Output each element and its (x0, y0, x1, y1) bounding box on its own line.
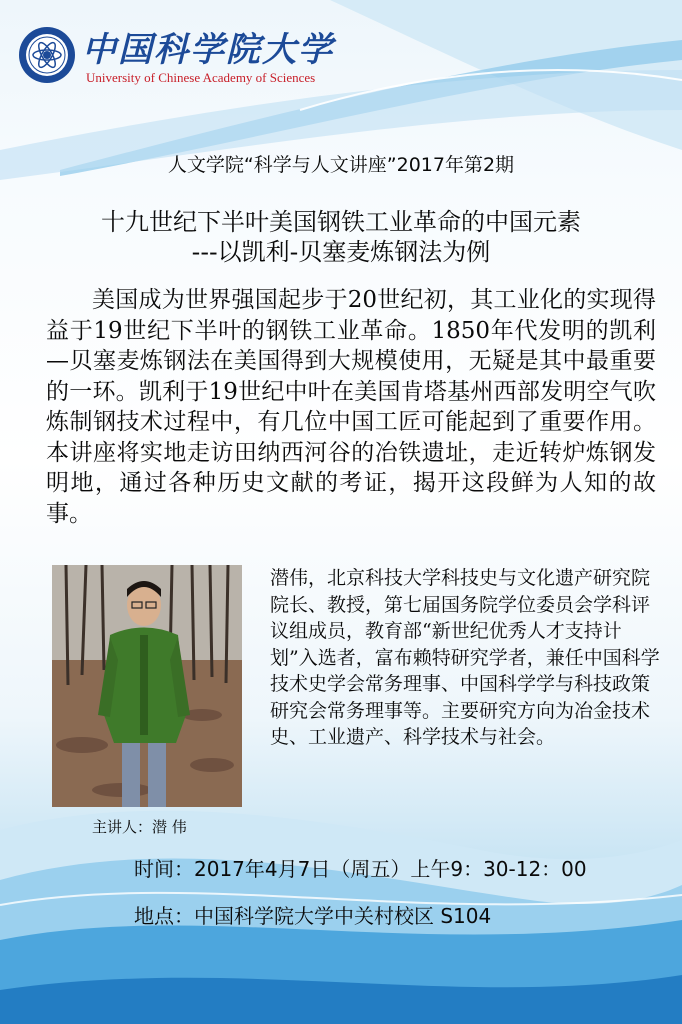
event-time: 时间：2017年4月7日（周五）上午9：30-12：00 (134, 857, 587, 881)
lecture-series: 人文学院“科学与人文讲座”2017年第2期 (167, 154, 515, 176)
brand-name-cn: 中国科学院大学 (82, 30, 334, 70)
speaker-photo (52, 565, 242, 807)
brand-name-en: University of Chinese Academy of Sciences (86, 70, 316, 85)
event-location: 地点：中国科学院大学中关村校区 S104 (134, 904, 492, 928)
lecture-subtitle: ---以凯利-贝塞麦炼钢法为例 (191, 238, 491, 266)
speaker-caption: 主讲人：潜 伟 (92, 818, 187, 836)
lecture-abstract: 美国成为世界强国起步于20世纪初，其工业化的实现得益于19世纪下半叶的钢铁工业革命。1850年代发明的凯利—贝塞麦炼钢法在美国得到大规模使用，无疑是其中最重要的一环。凯利于19世纪中叶在美国肯塔基州西部发明空气吹炼制钢技术过程中，有几位中国工匠可能起到了重要作用。本讲座将实地走访田纳西河谷的冶铁遗址，走近转炉炼钢发明地，通过各种历史文献的考证，揭开这段鲜为人知的故事。 (46, 287, 656, 527)
ucas-logo-icon (18, 26, 76, 84)
lecture-title: 十九世纪下半叶美国钢铁工业革命的中国元素 (101, 208, 581, 236)
speaker-bio: 潜伟，北京科技大学科技史与文化遗产研究院院长、教授，第七届国务院学位委员会学科评议组成员，教育部“新世纪优秀人才支持计划”入选者，富布赖特研究学者，兼任中国科学技术史学会常务理事、中国科学学与科技政策研究会常务理事等。主要研究方向为冶金技术史、工业遗产、科学技术与社会。 (270, 567, 660, 748)
